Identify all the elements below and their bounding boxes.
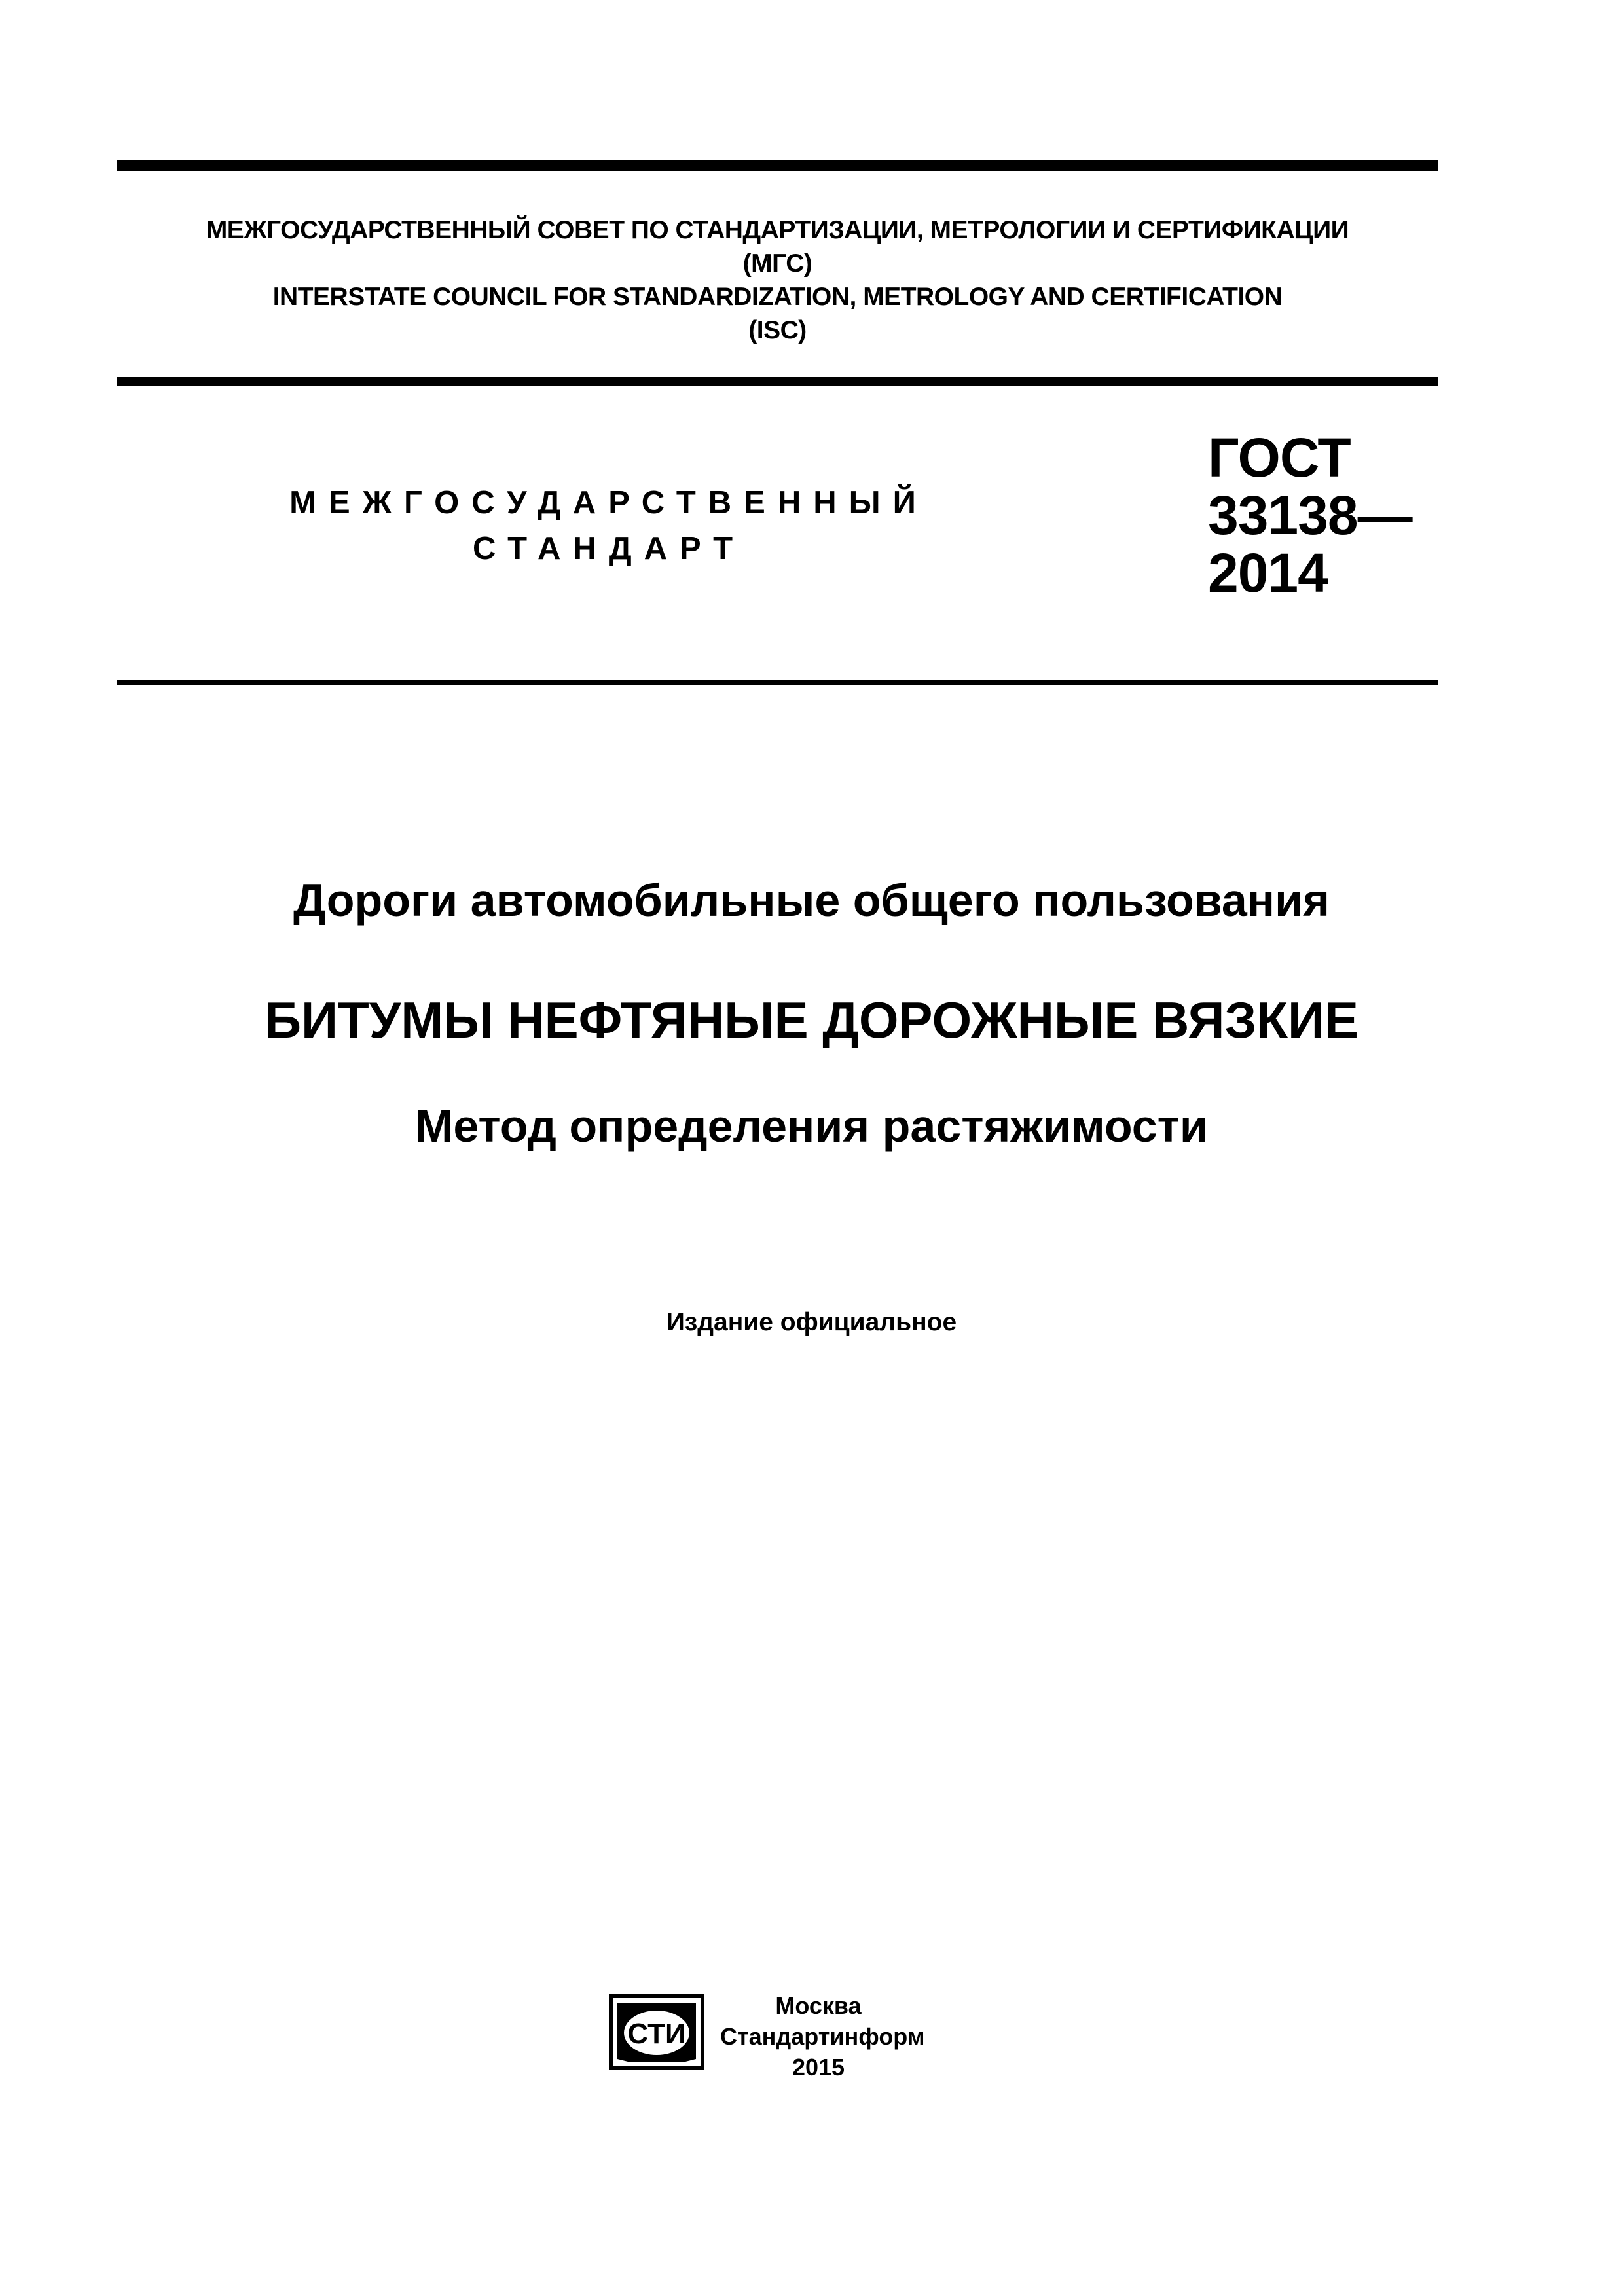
standard-kind-line2: СТАНДАРТ (472, 531, 746, 566)
publisher-city: Москва (775, 1992, 862, 2019)
edition-label: Издание официальное (666, 1308, 957, 1336)
publisher-name: Стандартинформ (720, 2023, 925, 2050)
council-abbr-ru: (МГС) (742, 249, 812, 278)
council-header (117, 213, 1438, 347)
council-name-ru: МЕЖГОСУДАРСТВЕННЫЙ СОВЕТ ПО СТАНДАРТИЗАЦИИ, МЕТРОЛОГИИ И СЕРТИФИКАЦИИ (206, 216, 1349, 244)
publisher-block (720, 1990, 925, 2083)
top-rule (117, 160, 1438, 171)
standartinform-logo-icon (608, 1994, 705, 2071)
publisher-year: 2015 (792, 2054, 845, 2081)
header-divider (117, 377, 1438, 386)
document-title-method: Метод определения растяжимости (415, 1101, 1208, 1152)
logo-letters: СТИ (627, 2018, 686, 2050)
standard-kind (236, 480, 982, 572)
gost-designation (1208, 429, 1412, 602)
document-title-main: БИТУМЫ НЕФТЯНЫЕ ДОРОЖНЫЕ ВЯЗКИЕ (264, 991, 1359, 1049)
council-name-en: INTERSTATE COUNCIL FOR STANDARDIZATION, METROLOGY AND CERTIFICATION (272, 283, 1283, 311)
gost-label: ГОСТ (1208, 427, 1351, 488)
gost-number: 33138— (1208, 484, 1412, 546)
gost-year: 2014 (1208, 542, 1328, 604)
council-abbr-en: (ISC) (748, 316, 807, 344)
standard-kind-line1: МЕЖГОСУДАРСТВЕННЫЙ (289, 485, 928, 520)
document-title-scope: Дороги автомобильные общего пользования (293, 875, 1330, 926)
designation-divider (117, 680, 1438, 685)
